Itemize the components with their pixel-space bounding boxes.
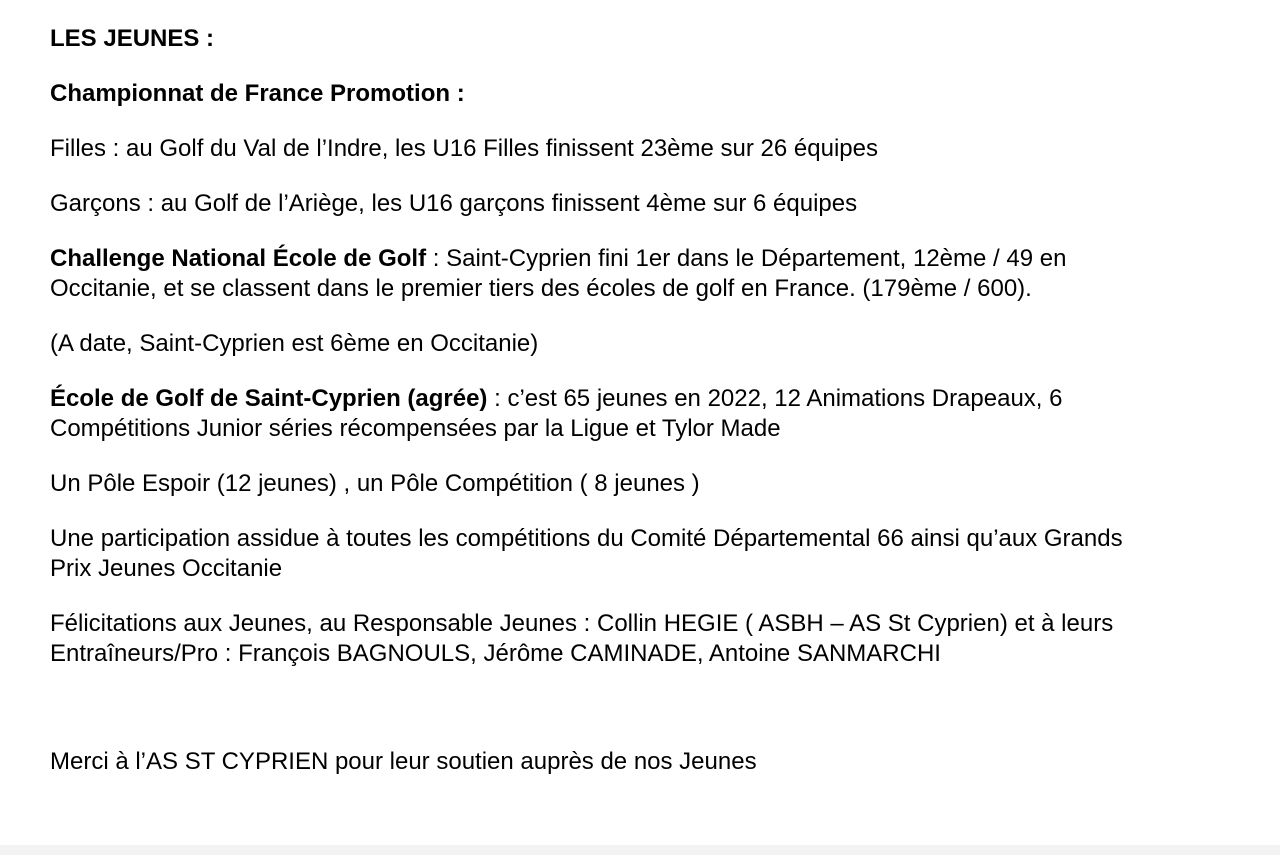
section-title: Championnat de France Promotion : (50, 80, 465, 107)
merci-line: Merci à l’AS ST CYPRIEN pour leur soutien auprès de nos Jeunes (50, 748, 757, 775)
challenge-label: Challenge National École de Golf (50, 245, 427, 272)
page-bottom-edge (0, 845, 1280, 855)
challenge-text-1: : Saint-Cyprien fini 1er dans le Département, 12ème / 49 en (426, 245, 1067, 272)
ecole-paragraph-line1 (50, 384, 1062, 414)
felicitations-line2: Entraîneurs/Pro : François BAGNOULS, Jérôme CAMINADE, Antoine SANMARCHI (50, 640, 941, 667)
participation-line2: Prix Jeunes Occitanie (50, 555, 283, 582)
ecole-text-1: : c’est 65 jeunes en 2022, 12 Animations Drapeaux, 6 (487, 385, 1063, 412)
ecole-text-2: Compétitions Junior séries récompensées par la Ligue et Tylor Made (50, 415, 781, 442)
challenge-text-2: Occitanie, et se classent dans le premier tiers des écoles de golf en France. (179ème / 600). (50, 275, 1032, 302)
challenge-paragraph-line1 (50, 244, 1066, 274)
participation-line1: Une participation assidue à toutes les compétitions du Comité Départemental 66 ainsi qu’aux Grands (50, 525, 1123, 552)
filles-result: Filles : au Golf du Val de l’Indre, les U16 Filles finissent 23ème sur 26 équipes (50, 135, 878, 162)
a-date-note: (A date, Saint-Cyprien est 6ème en Occitanie) (50, 330, 539, 357)
poles-line: Un Pôle Espoir (12 jeunes) , un Pôle Compétition ( 8 jeunes ) (50, 470, 700, 497)
page-heading: LES JEUNES : (50, 25, 215, 52)
felicitations-line1: Félicitations aux Jeunes, au Responsable Jeunes : Collin HEGIE ( ASBH – AS St Cyprien) et à leurs (50, 610, 1114, 637)
ecole-label: École de Golf de Saint-Cyprien (agrée) (50, 385, 488, 412)
garcons-result: Garçons : au Golf de l’Ariège, les U16 garçons finissent 4ème sur 6 équipes (50, 190, 858, 217)
